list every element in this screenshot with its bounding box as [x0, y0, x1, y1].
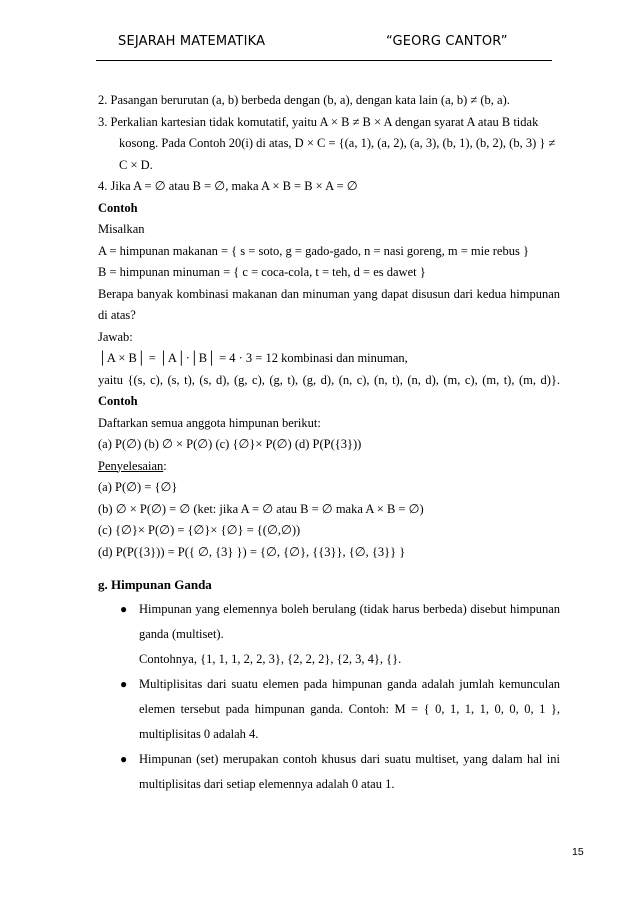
header-divider [96, 60, 552, 61]
bullet-2-text: Multiplisitas dari suatu elemen pada himpunan ganda adalah jumlah kemunculan [139, 677, 560, 691]
list-item-4: 4. Jika A = ∅ atau B = ∅, maka A × B = B × A = ∅ [98, 179, 358, 193]
example-1-line: A = himpunan makanan = { s = soto, g = gado-gado, n = nasi goreng, m = mie rebus } [98, 243, 529, 258]
list-item-2: 2. Pasangan berurutan (a, b) berbeda dengan (b, a), dengan kata lain (a, b) ≠ (b, a). [98, 93, 510, 107]
example-1-line: Jawab: [98, 329, 133, 344]
page-body [98, 90, 560, 797]
example-1-line: di atas? [98, 308, 136, 322]
bullet-icon: ● [120, 752, 128, 766]
example-1-line: yaitu {(s, c), (s, t), (s, d), (g, c), (g, t), (g, d), (n, c), (n, t), (n, d), (m, c), (m, t), (m, d)}. [98, 372, 560, 387]
example-2-instruction: Daftarkan semua anggota himpunan berikut: [98, 415, 321, 430]
bullet-3-text: Himpunan (set) merupakan contoh khusus dari suatu multiset, yang dalam hal ini [139, 752, 560, 766]
page-number: 15 [572, 846, 584, 858]
example-2-parts: (a) P(∅) (b) ∅ × P(∅) (c) {∅}× P(∅) (d) P(P({3})) [98, 437, 362, 451]
solution-line: (b) ∅ × P(∅) = ∅ (ket: jika A = ∅ atau B = ∅ maka A × B = ∅) [98, 501, 424, 516]
header-right-title: “GEORG CANTOR” [386, 34, 508, 49]
bullet-2-line-1 [98, 672, 560, 697]
example-2-heading: Contoh [98, 394, 138, 408]
bullet-1-line-3: Contohnya, {1, 1, 1, 2, 2, 3}, {2, 2, 2}, {2, 3, 4}, {}. [139, 652, 402, 666]
solution-label: Penyelesaian [98, 458, 164, 473]
solution-line: (a) P(∅) = {∅} [98, 480, 178, 494]
bullet-icon: ● [120, 602, 128, 616]
running-header [0, 34, 638, 54]
bullet-3-line-1 [98, 747, 560, 772]
bullet-2-line-2: elemen tersebut pada himpunan ganda. Contoh: M = { 0, 1, 1, 1, 0, 0, 0, 1 }, [139, 702, 560, 716]
example-1-line: Berapa banyak kombinasi makanan dan minuman yang dapat disusun dari kedua himpunan [98, 286, 560, 301]
bullet-3-line-2: multiplisitas dari setiap elemennya adalah 0 atau 1. [139, 777, 395, 791]
header-left-title: SEJARAH MATEMATIKA [118, 34, 266, 49]
solution-line: (d) P(P({3})) = P({ ∅, {3} }) = {∅, {∅}, {{3}}, {∅, {3}} } [98, 544, 406, 559]
list-item-3-line-1: 3. Perkalian kartesian tidak komutatif, yaitu A × B ≠ B × A dengan syarat A atau B tidak [98, 114, 539, 129]
list-item-3-line-3: C × D. [119, 157, 153, 172]
example-1-line: B = himpunan minuman = { c = coca-cola, t = teh, d = es dawet } [98, 265, 426, 279]
example-1-heading: Contoh [98, 200, 138, 215]
bullet-icon: ● [120, 677, 128, 691]
solution-line: (c) {∅}× P(∅) = {∅}× {∅} = {(∅,∅)) [98, 523, 301, 537]
solution-heading [98, 456, 560, 478]
bullet-1-line-1 [98, 597, 560, 622]
list-item-3-line-2: kosong. Pada Contoh 20(i) di atas, D × C = {(a, 1), (a, 2), (a, 3), (b, 1), (b, 2), (b, 3) } ≠ [119, 136, 556, 150]
solution-colon: : [163, 458, 167, 473]
bullet-2-line-3: multiplisitas 0 adalah 4. [139, 727, 259, 741]
example-1-line: │A × B│ = │A│·│B│ = 4 · 3 = 12 kombinasi dan minuman, [98, 351, 408, 365]
bullet-1-text: Himpunan yang elemennya boleh berulang (tidak harus berbeda) disebut himpunan [139, 602, 560, 616]
bullet-1-line-2: ganda (multiset). [139, 627, 224, 641]
section-g-title: g. Himpunan Ganda [98, 577, 212, 592]
example-1-line: Misalkan [98, 222, 145, 236]
